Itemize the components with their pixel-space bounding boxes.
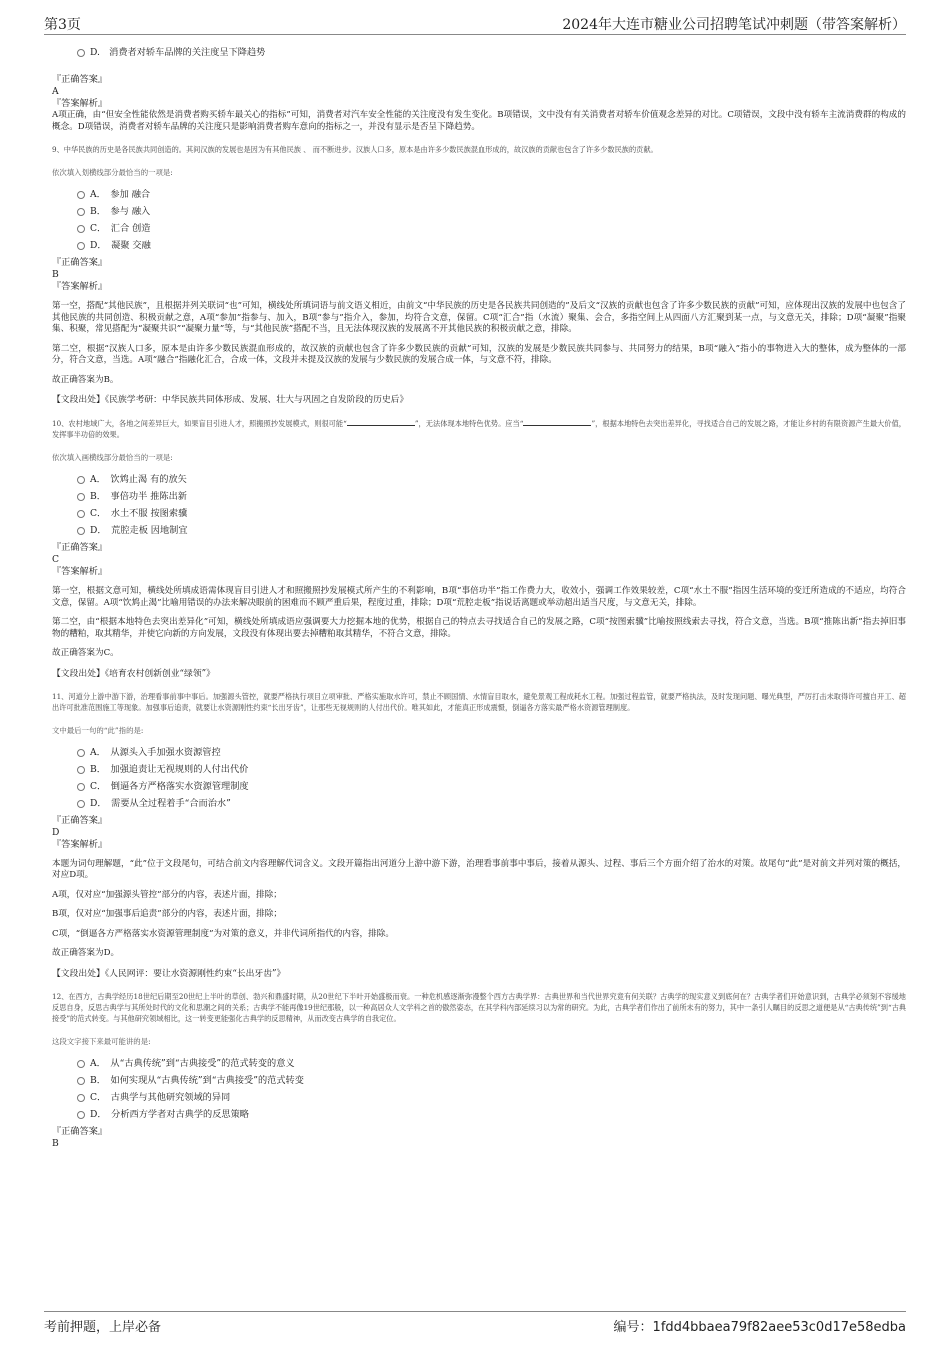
- option-item[interactable]: [52, 1106, 906, 1123]
- radio-icon[interactable]: [77, 476, 85, 484]
- option-label: B． 如何实现从“古典传统”到“古典接受”的范式转变: [90, 1074, 304, 1086]
- question-prompt: 依次填入划横线部分最恰当的一项是:: [52, 168, 173, 177]
- question-stem: 9、中华民族的历史是各民族共同创造的。其间汉族的发展也是因为有其他民族 、 而不断进步。汉族人口多，原本是由许多少数民族混血形成的，故汉族的贡献也包含了许多少数民族的贡献。: [52, 145, 658, 154]
- question-stem: 10、农村地域广大，各地之间差异巨大，如果盲目引进人才，照搬照抄发展模式，则很可能“ ”，无法体现本地特色优势。应当“ ”，根据本地特色去突出差异化，寻找适合自己的发展之路，才能让乡村的有限资源产生最大价值，发挥事半功倍的效果。: [52, 419, 906, 439]
- radio-icon[interactable]: [77, 800, 85, 808]
- radio-icon[interactable]: [77, 225, 85, 233]
- source-citation: 【文段出处】《人民网评：要让水资源刚性约束“长出牙齿”》: [52, 968, 286, 979]
- page-number: 第3页: [44, 17, 81, 33]
- option-label: B． 加强追责让无视规则的人付出代价: [90, 763, 249, 775]
- analysis-text: 第一空，根据文意可知，横线处所填成语需体现盲目引进人才和照搬照抄发展模式所产生的不利影响，B项“事倍功半”指工作费力大，收效小，强调工作效果较差，C项“水土不服”指因生活环境的变迁所造成的不适应，均符合文意，保留。A项“饮鸩止渴”比喻用错误的办法来解决眼前的困难而不顾严重后果，程度过重，排除；D项“荒腔走板”指说话离题或举动超出适当尺度，与文意无关，排除。: [52, 586, 906, 608]
- source-citation: 【文段出处】《培育农村创新创业“绿领”》: [52, 668, 215, 679]
- option-label: C． 倒逼各方严格落实水资源管理制度: [90, 780, 249, 792]
- option-item[interactable]: [52, 186, 906, 203]
- answer-value: A: [52, 86, 59, 97]
- fill-blank: [347, 417, 415, 426]
- option-label: A． 从“古典传统”到“古典接受”的范式转变的意义: [90, 1057, 295, 1069]
- footer-slogan: 考前押题，上岸必备: [44, 1320, 162, 1335]
- question-stem: 11、河道分上游中游下游，治理看事前事中事后。加强源头管控，就要严格执行项目立项审批、严格实施取水许可，禁止不顾国情、水情盲目取水，避免景观工程成耗水工程。加强过程监管，就要严格执法，及时发现问题、曝光典型，严厉打击未取得许可擅自开工、超出许可批准范围施工等现象。加强事后追责，就要让水资源刚性约束“长出牙齿”，让那些无视规则的人付出代价。唯其如此，才能真正形成震慑，倒逼各方落实最严格水资源管理制度。: [52, 691, 906, 712]
- option-item[interactable]: [52, 505, 906, 522]
- radio-icon[interactable]: [77, 1094, 85, 1102]
- answer-label: 『正确答案』: [52, 1125, 108, 1137]
- analysis-text: 第一空，搭配“其他民族”，且根据并列关联词“也”可知，横线处所填词语与前文语义相近，由前文“中华民族的历史是各民族共同创造的”及后文“汉族的贡献也包含了许多少数民族的贡献”可知，应体现出汉族的发展中也包含了其他民族的共同创造、积极贡献之意，A项“参加”指参与、加入，B项“参与”指介入，参加，均符合文意，保留。C项“汇合”指（水流）聚集、会合，多指空间上从四面八方汇聚到某一点，与文意无关，排除；D项“凝聚”指聚集、积聚，常见搭配为“凝聚共识”“凝聚力量”等，与“其他民族”搭配不当，且无法体现汉族的发展离不开其他民族的积极贡献之意，排除。: [52, 301, 906, 334]
- analysis-text: 第二空，根据“汉族人口多，原本是由许多少数民族混血形成的，故汉族的贡献也包含了许多少数民族的贡献”可知，汉族的发展是少数民族共同参与、共同努力的结果，B项“融入”指小的事物进入大的整体，成为整体的一部分，符合文意，当选。A项“融合”指融化汇合，合成一体，文段并未提及汉族的发展与少数民族的发展合成一体，与文意不符，排除。: [52, 343, 906, 365]
- document-title: 2024年大连市糖业公司招聘笔试冲刺题（带答案解析）: [562, 17, 906, 33]
- code-label: 编号：: [613, 1320, 653, 1335]
- question-prompt: 依次填入画横线部分最恰当的一项是:: [52, 453, 173, 462]
- analysis-text: A项，仅对应“加强源头管控”部分的内容，表述片面，排除；: [52, 889, 282, 900]
- option-label: A． 饮鸩止渴 有的放矢: [90, 474, 187, 485]
- option-item[interactable]: [52, 471, 906, 488]
- analysis-text: 第二空，由“根据本地特色去突出差异化”可知，横线处所填成语应强调要大力挖掘本地的优势，根据自己的特点去寻找适合自己的发展之路，C项“按图索骥”比喻按照线索去寻找，符合文意，当选。B项“推陈出新”指去掉旧事物的糟粕，取其精华，并使它向新的方向发展，文段没有体现出要去掉糟粕取其精华，不符合文意，排除。: [52, 617, 906, 639]
- analysis-text: B项，仅对应“加强事后追责”部分的内容，表述片面，排除；: [52, 909, 282, 919]
- radio-icon[interactable]: [77, 749, 85, 757]
- option-label: A． 参加 融合: [90, 189, 151, 200]
- analysis-label: 『答案解析』: [52, 838, 108, 850]
- answer-label: 『正确答案』: [52, 542, 108, 553]
- option-label: D. 消费者对轿车品牌的关注度呈下降趋势: [90, 47, 266, 58]
- answer-label: 『正确答案』: [52, 814, 108, 826]
- radio-icon[interactable]: [77, 242, 85, 250]
- option-label: D． 需要从全过程着手“合而治水”: [90, 797, 231, 809]
- conclusion-text: 故正确答案为D。: [52, 948, 120, 958]
- option-item[interactable]: [52, 795, 906, 812]
- code-value: 1fdd4bbaea79f82aee53c0d17e58edba: [652, 1320, 906, 1335]
- radio-icon[interactable]: [77, 1111, 85, 1119]
- document-code: [614, 1316, 906, 1335]
- conclusion-text: 故正确答案为B。: [52, 374, 119, 385]
- radio-icon[interactable]: [77, 527, 85, 535]
- question-stem: 12、在西方，古典学经历18世纪后期至20世纪上半叶的草创、勃兴和鼎盛时期，从20世纪下半叶开始盛极而衰。一种危机感逐渐弥漫整个西方古典学界：古典世界和当代世界究竟有何关联？古典学的现实意义到底何在？古典学者们开始意识到，古典学必须刻不容缓地反思自身，反思古典学与其所处时代的文化和思潮之间的关系；古典学不能再像19世纪那般，以一种高居众人文学科之首的傲然姿态，在其学科内部延续习以为常的研究。为此，古典学者们作出了前所未有的努力，其中一条引人瞩目的反思之道便是从“古典传统”到“古典接受”的范式转变。与其他研究领域相比，这一转变更能强化古典学的反思精神，从而改变古典学的自我定位。: [52, 991, 906, 1023]
- radio-icon[interactable]: [77, 493, 85, 501]
- question-prompt: 文中最后一句的“此”指的是:: [52, 725, 144, 735]
- analysis-label: 『答案解析』: [52, 281, 108, 292]
- option-item[interactable]: [52, 1072, 906, 1089]
- option-item[interactable]: [52, 203, 906, 220]
- option-item[interactable]: [52, 522, 906, 539]
- answer-label: 『正确答案』: [52, 74, 108, 85]
- option-item[interactable]: [52, 1055, 906, 1072]
- radio-icon[interactable]: [77, 49, 85, 57]
- option-item[interactable]: [52, 488, 906, 505]
- analysis-text: A项正确，由“但安全性能依然是消费者购买轿车最关心的指标”可知，消费者对汽车安全性能的关注度没有发生变化。B项错误，文中没有有关消费者对轿车价值观念差异的对比。C项错误，文段中没有轿车主流消费群的构成的概念。D项错误，消费者对轿车品牌的关注度只是影响消费者购车意向的指标之一，并没有显示是否呈下降趋势。: [52, 110, 906, 132]
- answer-label: 『正确答案』: [52, 257, 108, 268]
- option-item[interactable]: [52, 1089, 906, 1106]
- option-label: D． 分析西方学者对古典学的反思策略: [90, 1108, 249, 1120]
- answer-value: B: [52, 269, 59, 280]
- option-item[interactable]: [52, 778, 906, 795]
- answer-value: C: [52, 554, 60, 565]
- option-item[interactable]: [52, 44, 906, 61]
- source-citation: 【文段出处】《民族学考研：中华民族共同体形成、发展、壮大与巩固之自发阶段的历史后》: [52, 395, 409, 405]
- fill-blank: [523, 417, 591, 426]
- option-label: B． 事倍功半 推陈出新: [90, 491, 187, 502]
- radio-icon[interactable]: [77, 766, 85, 774]
- radio-icon[interactable]: [77, 1077, 85, 1085]
- option-label: B． 参与 融入: [90, 206, 151, 217]
- document-body: [52, 44, 906, 1149]
- option-item[interactable]: [52, 220, 906, 237]
- analysis-label: 『答案解析』: [52, 566, 108, 577]
- option-label: C． 汇合 创造: [90, 223, 151, 234]
- answer-value: B: [52, 1137, 59, 1149]
- option-item[interactable]: [52, 744, 906, 761]
- radio-icon[interactable]: [77, 783, 85, 791]
- option-label: D． 凝聚 交融: [90, 240, 151, 251]
- analysis-label: 『答案解析』: [52, 98, 108, 109]
- analysis-text: 本题为词句理解题，“此”位于文段尾句，可结合前文内容理解代词含义。文段开篇指出河道分上游中游下游，治理看事前事中事后，接着从源头、过程、事后三个方面介绍了治水的对策。故尾句“此”是对前文并列对策的概括，对应D项。: [52, 858, 906, 880]
- answer-value: D: [52, 826, 60, 838]
- option-item[interactable]: [52, 761, 906, 778]
- option-label: C． 水土不服 按图索骥: [90, 508, 188, 519]
- option-item[interactable]: [52, 237, 906, 254]
- radio-icon[interactable]: [77, 208, 85, 216]
- question-prompt: 这段文字接下来最可能讲的是:: [52, 1036, 151, 1046]
- radio-icon[interactable]: [77, 510, 85, 518]
- radio-icon[interactable]: [77, 191, 85, 199]
- option-label: C． 古典学与其他研究领域的异同: [90, 1091, 231, 1103]
- option-label: D． 荒腔走板 因地制宜: [90, 525, 188, 536]
- page-footer: [44, 1311, 906, 1336]
- radio-icon[interactable]: [77, 1060, 85, 1068]
- analysis-text: C项，“倒逼各方严格落实水资源管理制度”为对策的意义，并非代词所指代的内容，排除。: [52, 928, 394, 939]
- conclusion-text: 故正确答案为C。: [52, 648, 119, 658]
- option-label: A． 从源头入手加强水资源管控: [90, 746, 221, 758]
- page-header: [44, 12, 906, 35]
